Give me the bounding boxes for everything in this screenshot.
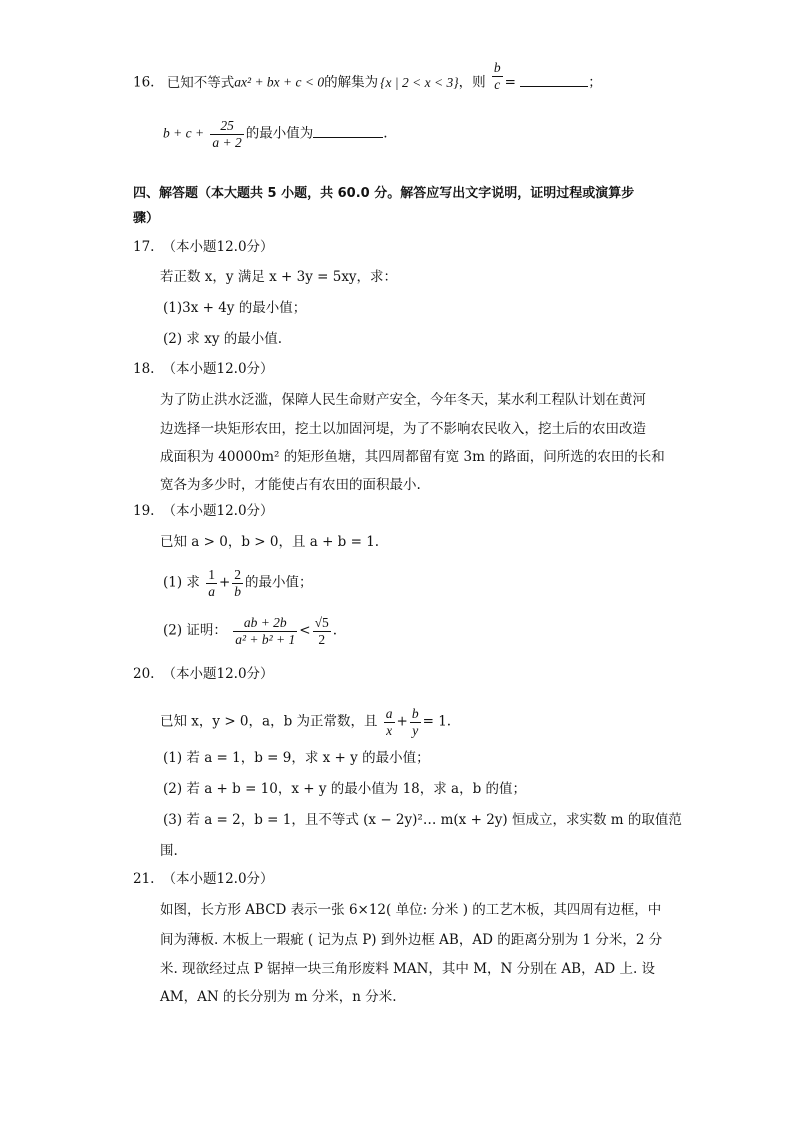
q16-min-text: 的最小值为 [245,125,314,142]
q16-inequality: ax² + bx + c < 0 [234,74,325,90]
q20-part-2: (2) 若 a + b = 10，x + y 的最小值为 18，求 a，b 的值； [163,781,527,797]
q20-stem-prefix: 已知 x，y > 0，a，b 为正常数，且 [160,713,378,730]
q20-stem-suffix: = 1. [422,713,452,730]
q18-line-2: 边选择一块矩形农田，挖土以加固河堤，为了不影响农民收入，挖土后的农田改造 [160,421,646,437]
q17-part-2: (2) 求 xy 的最小值. [163,331,283,347]
q20-score: （本小题12.0分） [162,666,274,682]
q20-header [133,668,274,682]
q19-part-1-suffix: 的最小值； [245,574,313,591]
q16-text-pre: 已知不等式 [166,74,235,91]
q19-part-1 [163,567,313,599]
q19-number: 19. [133,503,155,519]
q19-fraction-2-over-b: $\frac{2}{b}$ [234,567,242,599]
q20-fraction-b-over-y: $\frac{b}{y}$ [411,706,419,738]
q20-plus: + [396,713,408,730]
q19-plus: + [218,574,231,591]
q16-line2 [163,118,388,150]
q19-score: （本小题12.0分） [162,503,274,519]
q18-header [133,363,274,377]
q16-line1 [133,60,602,92]
q18-line-1: 为了防止洪水泛滥，保障人民生命财产安全，今年冬天，某水利工程队计划在黄河 [160,392,646,408]
q16-text-then: ，则 [458,74,486,91]
q19-stem: 已知 a > 0，b > 0，且 a + b = 1. [160,534,380,550]
q17-stem: 若正数 x，y 满足 x + 3y = 5xy，求： [160,269,398,285]
q16-solution-set: {x | 2 < x < 3} [380,74,459,90]
q16-answer-blank-1[interactable] [520,86,588,87]
q19-fraction-sqrt5-over-2: $\frac{√5}{2}$ [314,615,329,647]
q16-fraction-25-over-a-plus-2: $\frac{25}{a + 2}$ [212,118,242,150]
q21-line-4: AM，AN 的长分别为 m 分米，n 分米. [160,989,397,1005]
q17-number: 17. [133,239,155,255]
q16-equals: = [504,74,516,91]
q21-line-1: 如图，长方形 ABCD 表示一张 6×12( 单位: 分米 ) 的工艺木板，其四周有边框，中 [160,902,662,918]
q19-less-than: < [299,622,311,639]
q19-period: . [332,622,338,639]
q20-fraction-a-over-x: $\frac{a}{x}$ [385,706,393,738]
q16-number: 16. [133,74,155,91]
q18-number: 18. [133,361,155,377]
q16-end2: . [383,125,388,142]
q19-part-2-prefix: (2) 证明： [163,622,227,639]
q16-end1: ； [588,74,602,91]
q19-part-1-prefix: (1) 求 [163,574,200,591]
section-4-title-cont: 骤） [133,211,160,226]
q21-score: （本小题12.0分） [162,871,274,887]
q19-part-2 [163,615,337,647]
section-4-title: 四、解答题（本大题共 5 小题，共 60.0 分。解答应写出文字说明，证明过程或演算步 [133,186,635,201]
q20-part-3-cont: 围. [160,843,178,859]
q20-stem [160,706,451,738]
q21-number: 21. [133,871,155,887]
q18-score: （本小题12.0分） [162,361,274,377]
q16-expression: b + c + [163,125,205,141]
q19-fraction-lhs: $\frac{ab + 2b}{\text{a² + b² + 1}}$ [235,615,296,647]
q17-part-1: (1)3x + 4y 的最小值； [163,300,307,316]
q16-fraction-b-over-c: $\frac{b}{c}$ [493,60,501,92]
q17-score: （本小题12.0分） [162,239,274,255]
q19-fraction-1-over-a: $\frac{1}{a}$ [208,567,215,599]
q21-line-3: 米. 现欲经过点 P 锯掉一块三角形废料 MAN，其中 M，N 分别在 AB，AD 上. 设 [160,961,656,977]
q17-header [133,241,274,255]
q18-line-4: 宽各为多少时，才能使占有农田的面积最小. [160,477,421,493]
q16-answer-blank-2[interactable] [313,137,383,138]
q20-number: 20. [133,666,155,682]
q16-text-mid: 的解集为 [324,74,379,91]
q18-line-3: 成面积为 40000m² 的矩形鱼塘，其四周都留有宽 3m 的路面，问所选的农田的长和 [160,449,665,465]
q19-header [133,505,274,519]
q21-header [133,873,274,887]
q21-line-2: 间为薄板. 木板上一瑕疵 ( 记为点 P) 到外边框 AB，AD 的距离分别为 1 分米，2 分 [160,932,663,948]
q20-part-3: (3) 若 a = 2，b = 1，且不等式 (x − 2y)²… m(x + 2y) 恒成立，求实数 m 的取值范 [163,812,682,828]
q20-part-1: (1) 若 a = 1，b = 9，求 x + y 的最小值； [163,750,430,766]
